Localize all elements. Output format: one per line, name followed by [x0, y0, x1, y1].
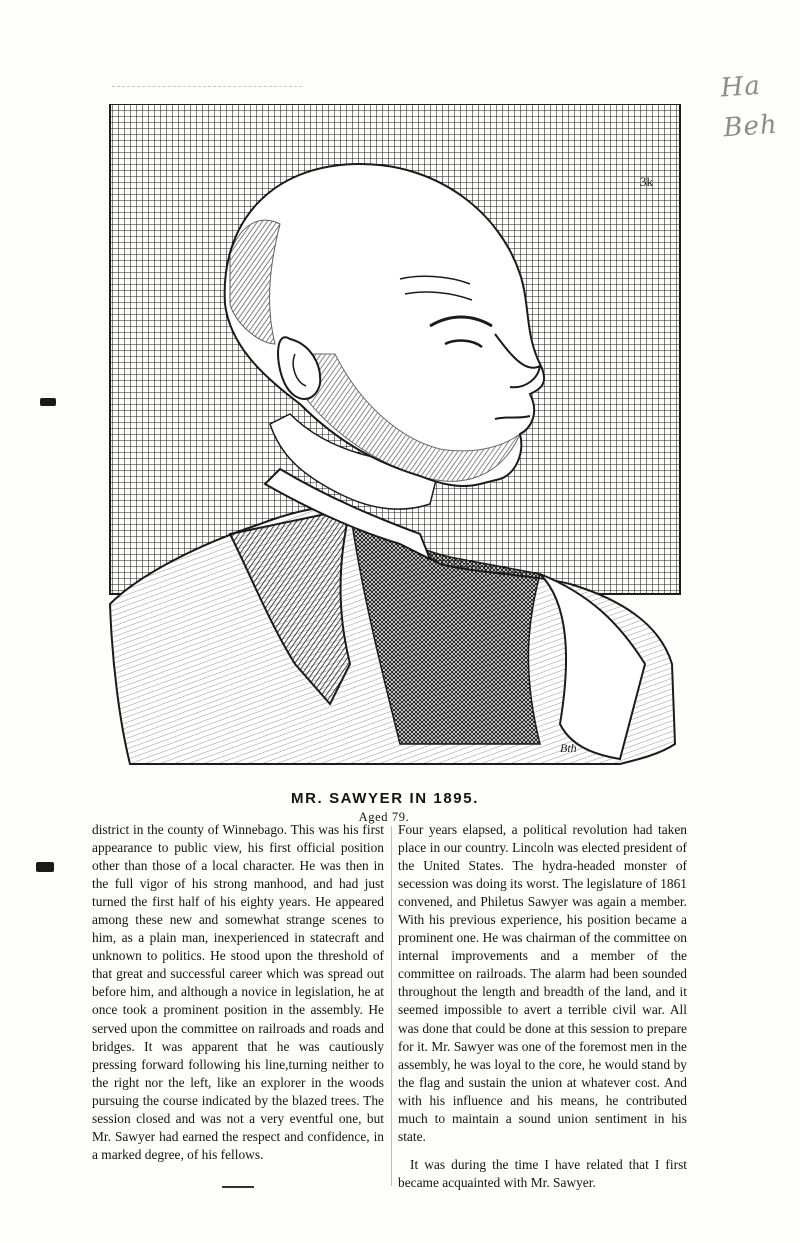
article-right-column — [398, 821, 687, 1192]
margin-smudge-mark — [40, 398, 56, 406]
margin-smudge-mark — [36, 862, 54, 872]
portrait-engraving — [100, 104, 690, 774]
artist-signature: Bth — [560, 741, 577, 755]
paragraph: Four years elapsed, a political revolution had taken place in our country. Lincoln was elected president of the United States. The hydra-headed monster of secession was doing its worst. The legislature of 1861 convened, and Philetus Sawyer was again a member. With his previous experience, his position became a prominent one. He was chairman of the committee on internal improvements and a member of the committee on railroads. The alarm had been sounded throughout the length and breadth of the land, and it seemed impossible to avert a terrible civil war. All was done that could be done at this session to prepare for it. Mr. Sawyer was one of the foremost men in the assembly, he was loyal to the core, he would stand by the flag and sustain the union at whatever cost. And with his influence and his means, he contributed much to maintain a sound union sentiment in his state. — [398, 822, 687, 1144]
paragraph: It was during the time I have related that I first became acquainted with Mr. Sawyer. — [398, 1156, 687, 1190]
column-divider — [391, 826, 392, 1186]
figure-title: MR. SAWYER IN 1895. — [291, 790, 479, 807]
article-left-column — [92, 821, 384, 1164]
artist-mark-top: 3k — [640, 174, 653, 189]
end-rule — [222, 1186, 254, 1188]
figure-subtitle: Aged 79. — [358, 810, 410, 824]
faint-header-rule — [112, 86, 302, 88]
handwritten-margin-note: Ha Beh — [719, 70, 779, 144]
paragraph: district in the county of Winnebago. This was his first appearance to public view, his first official position other than those of a local character. He was then in the full vigor of his strong manhood, and had just turned the first half of his eighty years. He appeared among these new and somewhat strange scenes to him, as a plain man, inexperienced in statecraft and unknown to politics. He stood upon the threshold of that great and successful career which was spread out before him, and although a novice in legislation, he at once took a prominent position in the assembly. He served upon the committee on railroads and roads and bridges. It was apparent that he was cautiously pressing forward following his line,turning neither to the right nor the left, like an explorer in the woods pursuing the course indicated by the blazed trees. The session closed and was not a very eventful one, but Mr. Sawyer had earned the respect and confidence, in a marked degree, of his fellows. — [92, 822, 384, 1162]
